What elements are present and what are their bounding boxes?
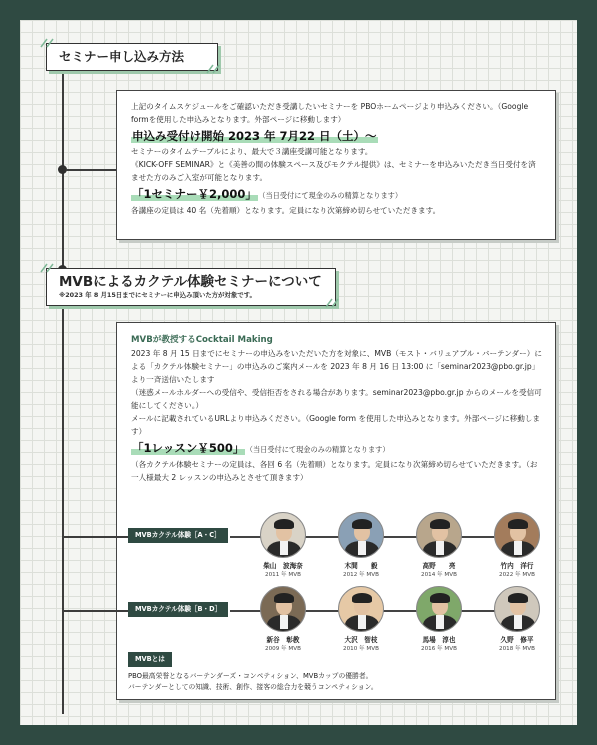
person-name: 久野 修平 bbox=[500, 636, 534, 644]
person-year: 2016 年 MVB bbox=[421, 646, 457, 652]
seminar-price-note: （当日受付にて現金のみの精算となります） bbox=[261, 191, 403, 200]
seminar-price: 「1セミナー￥2,000」 bbox=[132, 187, 257, 201]
mvb-person bbox=[404, 512, 474, 578]
deadline-label: 申込み受付け開始 2023 年 7月22 日（土）～ bbox=[132, 129, 377, 143]
mvb-person bbox=[482, 586, 552, 652]
connector-line bbox=[62, 536, 132, 538]
lesson-price-note: （当日受付にて現金のみの精算となります） bbox=[249, 445, 390, 454]
person-year: 2011 年 MVB bbox=[265, 572, 301, 578]
mvb-person bbox=[248, 512, 318, 578]
group-bd-tag: MVBカクテル体験［B・D］ bbox=[128, 602, 228, 617]
slash-decoration bbox=[325, 298, 341, 308]
seminar-price-line bbox=[131, 186, 543, 204]
section2-body1: 2023 年 8 月 15 日までにセミナーの申込みをいただいた方を対象に、MVB（モスト・バリュアブル・バーテンダー）による「カクテル体験セミナー」の申込みのご案内メールを 2023 年 8 月 16 日 13:00 に「seminar2023@pbo.gr.jp」より一斉送信いたします bbox=[131, 349, 542, 384]
person-name: 柴山 波海奈 bbox=[263, 562, 303, 570]
person-name: 高野 亮 bbox=[422, 562, 456, 570]
connector-line bbox=[62, 610, 132, 612]
person-year: 2009 年 MVB bbox=[265, 646, 301, 652]
person-year: 2014 年 MVB bbox=[421, 572, 457, 578]
person-year: 2022 年 MVB bbox=[499, 572, 535, 578]
person-name: 新谷 彰教 bbox=[266, 636, 300, 644]
mvb-person bbox=[248, 586, 318, 652]
section2-body2: （迷惑メールホルダーへの受信や、受信拒否をされる場合があります。seminar2023@pbo.gr.jp からのメールを受信可能にしてください。） bbox=[131, 388, 542, 410]
portrait-photo bbox=[416, 586, 462, 632]
section2-heading: MVBが教授するCocktail Making bbox=[131, 335, 273, 345]
mvb-desc-line2: バーテンダーとしての知識、技術、創作、接客の総合力を競うコンペティション。 bbox=[128, 683, 378, 691]
section1-body2: セミナーのタイムテーブルにより、最大で３講座受講可能となります。 bbox=[131, 147, 373, 156]
portrait-photo bbox=[338, 512, 384, 558]
section1-capacity: 各講座の定員は 40 名（先着順）となります。定員になり次第締め切らせていただきます。 bbox=[131, 206, 441, 215]
person-year: 2012 年 MVB bbox=[343, 572, 379, 578]
section1-body3: 《KICK-OFF SEMINAR》と《美善の間の体験スペース及びモクテル提供》は、セミナーを申込みいただき当日受付を済ませた方のみご入室が可能となります。 bbox=[131, 160, 536, 182]
section2-title-box bbox=[46, 268, 336, 306]
section1-card bbox=[116, 90, 556, 240]
mvb-person bbox=[326, 586, 396, 652]
slash-decoration bbox=[206, 64, 222, 74]
person-year: 2018 年 MVB bbox=[499, 646, 535, 652]
section1-body1: 上記のタイムスケジュールをご確認いただき受講したいセミナーを PBOホームページより申込みください。（Google formを使用した申込みとなります。外部ページに移動します） bbox=[131, 102, 529, 124]
person-name: 木間 毅 bbox=[344, 562, 378, 570]
person-name: 馬場 淳也 bbox=[422, 636, 456, 644]
person-name: 大沢 智枝 bbox=[344, 636, 378, 644]
section1-title: セミナー申し込み方法 bbox=[59, 49, 185, 64]
portrait-photo bbox=[260, 512, 306, 558]
section2-body3: メールに記載されているURLより申込みください。（Google form を使用した申込みとなります。外部ページに移動します） bbox=[131, 414, 540, 436]
mvb-desc-line1: PBO最高栄誉となるバーテンダーズ・コンペティション、MVBカップの優勝者。 bbox=[128, 672, 373, 680]
section2-title: MVBによるカクテル体験セミナーについて bbox=[59, 274, 322, 290]
person-name: 竹内 洋行 bbox=[500, 562, 534, 570]
page-sheet bbox=[20, 20, 577, 725]
mvb-person bbox=[482, 512, 552, 578]
slash-decoration bbox=[40, 38, 56, 48]
portrait-photo bbox=[338, 586, 384, 632]
section2-capacity: （各カクテル体験セミナーの定員は、各回 6 名（先着順）となります。定員になり次第締め切らせていただきます。（お一人様最大 2 レッスンの申込みとさせて頂きます） bbox=[131, 460, 538, 482]
mvb-about-tag: MVBとは bbox=[128, 652, 172, 667]
group-ac-tag: MVBカクテル体験［A・C］ bbox=[128, 528, 228, 543]
section2-subtitle: ※2023 年 8 月15日までにセミナーに申込み頂いた方が対象です。 bbox=[59, 291, 256, 299]
connector-line bbox=[66, 169, 116, 171]
portrait-photo bbox=[494, 586, 540, 632]
mvb-about bbox=[128, 671, 548, 693]
portrait-photo bbox=[260, 586, 306, 632]
mvb-person bbox=[404, 586, 474, 652]
portrait-photo bbox=[494, 512, 540, 558]
portrait-photo bbox=[416, 512, 462, 558]
slash-decoration bbox=[40, 263, 56, 273]
lesson-price: 「1レッスン￥500」 bbox=[132, 441, 245, 455]
mvb-person bbox=[326, 512, 396, 578]
lesson-price-line bbox=[131, 440, 543, 458]
deadline-line bbox=[131, 128, 543, 145]
section1-title-box bbox=[46, 43, 218, 71]
person-year: 2010 年 MVB bbox=[343, 646, 379, 652]
